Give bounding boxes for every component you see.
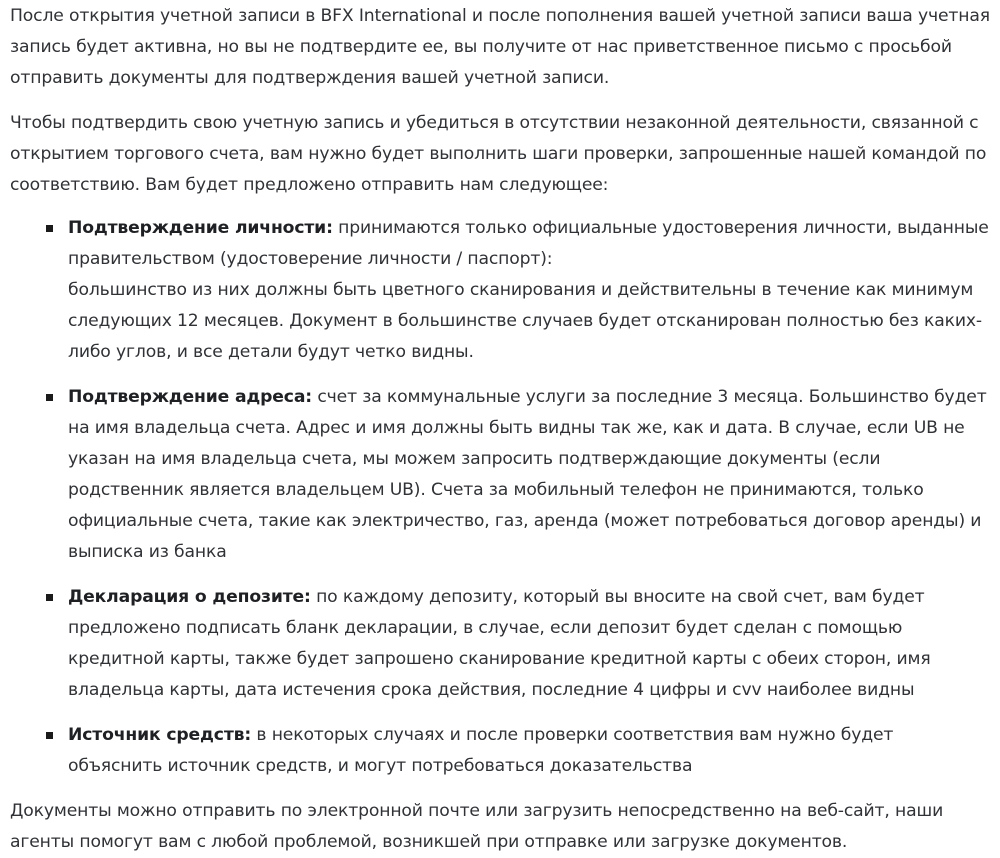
requirement-title: Подтверждение адреса: xyxy=(68,387,313,407)
requirement-text: по каждому депозиту, который вы вносите на свой счет, вам будет предложено подписать бланк декларации, в случае, если депозит будет сделан с помощью кредитной карты, также будет запрошено сканирование кредитной карты с обеих сторон, имя владельца карты, дата истечения срока действия, последние 4 цифры и cvv наиболее видны xyxy=(68,587,931,700)
square-bullet-icon xyxy=(46,225,53,232)
verification-intro-paragraph: Чтобы подтвердить свою учетную запись и убедиться в отсутствии незаконной деятельности, связанной с открытием торгового счета, вам нужно будет выполнить шаги проверки, запрошенные нашей командой по соответствию. Вам будет предложено отправить нам следующее: xyxy=(10,113,987,195)
list-item-deposit xyxy=(10,582,992,706)
requirement-text: в некоторых случаях и после проверки соответствия вам нужно будет объяснить источник средств, и могут потребоваться доказательства xyxy=(68,725,894,776)
requirement-text: счет за коммунальные услуги за последние 3 месяца. Большинство будет на имя владельца счета. Адрес и имя должны быть видны так же, как и дата. В случае, если UB не указан на имя владельца счета, мы можем запросить подтверждающие документы (если родственник является владельцем UB). Счета за мобильный телефон не принимаются, только официальные счета, такие как электричество, газ, аренда (может потребоваться договор аренды) и выписка из банка xyxy=(68,387,987,562)
closing-paragraph: Документы можно отправить по электронной почте или загрузить непосредственно на веб-сайт, наши агенты помогут вам с любой проблемой, возникшей при отправке или загрузке документов. xyxy=(10,801,944,852)
list-item-identity xyxy=(10,213,992,368)
requirement-title: Источник средств: xyxy=(68,725,252,745)
requirement-title: Декларация о депозите: xyxy=(68,587,311,607)
requirement-title: Подтверждение личности: xyxy=(68,218,333,238)
list-item-source-of-funds xyxy=(10,720,992,782)
requirements-list xyxy=(10,213,992,782)
square-bullet-icon xyxy=(46,594,53,601)
requirement-extra-text: большинство из них должны быть цветного сканирования и действительны в течение как минимум следующих 12 месяцев. Документ в большинстве случаев будет отсканирован полностью без каких-либо углов, и все детали будут четко видны. xyxy=(68,280,982,362)
intro-paragraph: После открытия учетной записи в BFX International и после пополнения вашей учетной записи ваша учетная запись будет активна, но вы не подтвердите ее, вы получите от нас приветственное письмо с просьбой отправить документы для подтверждения вашей учетной записи. xyxy=(10,6,990,88)
square-bullet-icon xyxy=(46,394,53,401)
list-item-address xyxy=(10,382,992,568)
requirement-text: принимаются только официальные удостоверения личности, выданные правительством (удостоверение личности / паспорт): xyxy=(68,218,989,269)
square-bullet-icon xyxy=(46,732,53,739)
